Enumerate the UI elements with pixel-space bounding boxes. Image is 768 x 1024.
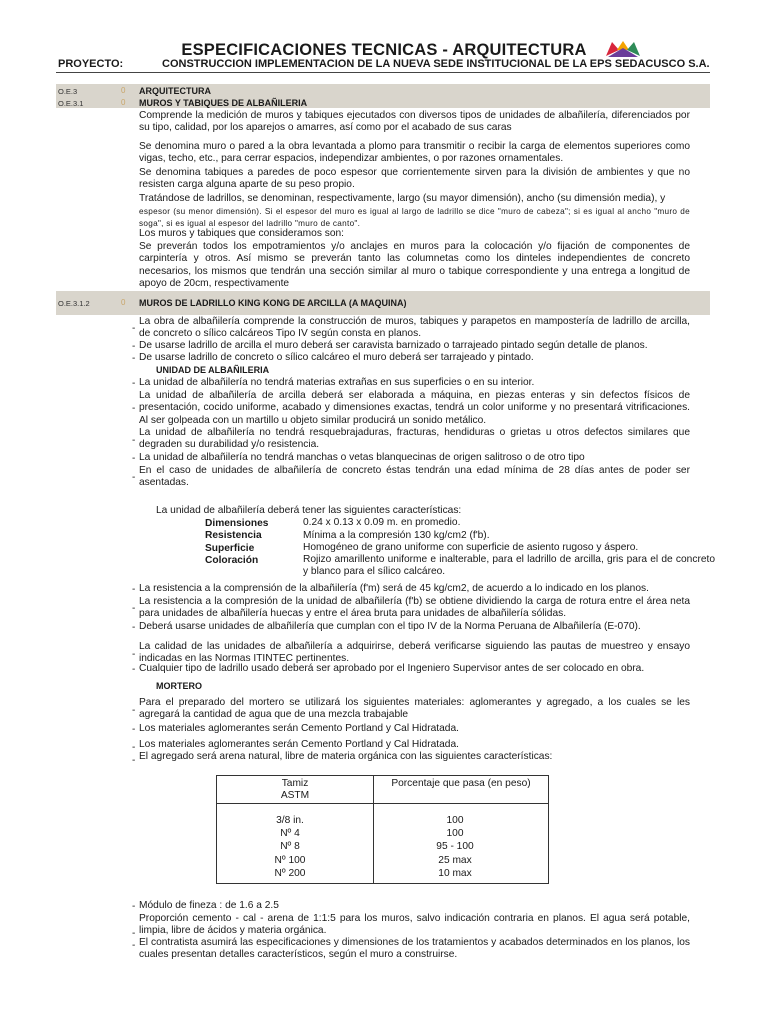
- passing-percent: 100: [446, 815, 464, 826]
- section-code: O.E.3: [58, 87, 78, 96]
- list-item: La unidad de albañilería no tendrá materias extrañas en sus superficies o en su interior.: [139, 377, 535, 388]
- list-item: La unidad de albañilería no tendrá resquebrajaduras, fracturas, hendiduras o grietas u otros defectos similares que degraden su durabilidad y/o resistencia.: [139, 427, 690, 451]
- list-dash: -: [132, 705, 136, 716]
- list-dash: -: [132, 724, 136, 735]
- list-dash: -: [132, 928, 136, 939]
- page-title: ESPECIFICACIONES TECNICAS - ARQUITECTURA: [181, 41, 587, 59]
- list-dash: -: [132, 453, 136, 464]
- passing-percent: 25 max: [438, 854, 472, 866]
- column-header: ASTM: [280, 790, 310, 801]
- list-item: La unidad de albañilería no tendrá manchas o vetas blanquecinas de origen salitroso o de otro tipo: [139, 452, 585, 463]
- sieve-size: Nº 100: [274, 854, 306, 866]
- list-dash: -: [132, 435, 136, 446]
- sieve-size: Nº 4: [280, 828, 300, 840]
- list-dash: -: [132, 341, 136, 352]
- list-item: Los materiales aglomerantes serán Cemento Portland y Cal Hidratada.: [139, 723, 459, 734]
- intro-paragraph: Comprende la medición de muros y tabiques ejecutados con diversos tipos de unidades de albañilería, diferenciados por su tipo, calidad, por los aparejos o amarres, así como por el acabado de sus caras: [139, 110, 690, 134]
- column-header: Porcentaje que pasa (en peso): [374, 776, 549, 804]
- list-item: La unidad de albañilería de arcilla deberá ser elaborada a máquina, en piezas enteras y sin defectos físicos de presentación, cocido uniforme, acabado y dimensiones exactas, tendrá un color uniforme y no presentará vitrificaciones. Al ser golpeada con un martillo u objeto similar producirá un sonido metálico.: [139, 390, 690, 426]
- characteristic-value: Rojizo amarillento uniforme e inalterable, para el ladrillo de arcilla, gris para el de concreto y blanco para el sílico calcáreo.: [303, 554, 715, 578]
- header-divider: [56, 72, 710, 73]
- table-cell: [217, 804, 374, 884]
- section-title: MUROS DE LADRILLO KING KONG DE ARCILLA (A MAQUINA): [139, 298, 407, 308]
- list-item: Deberá usarse unidades de albañilería que cumplan con el tipo IV de la Norma Peruana de Albañilería (E-070).: [139, 621, 641, 632]
- list-item: Proporción cemento - cal - arena de 1:1:5 para los muros, salvo indicación contraria en planos. El agua será potable, limpia, libre de ácidos y materia orgánica.: [139, 913, 690, 937]
- list-dash: -: [132, 940, 136, 951]
- list-item: Los materiales aglomerantes serán Cemento Portland y Cal Hidratada.: [139, 739, 459, 750]
- intro-paragraph: Tratándose de ladrillos, se denominan, respectivamente, largo (su mayor dimensión), ancho (su dimensión media), y: [139, 193, 666, 204]
- list-item: El agregado será arena natural, libre de materia orgánica con las siguientes características:: [139, 751, 553, 762]
- sieve-size: 3/8 in.: [276, 815, 304, 826]
- intro-paragraph: Se denomina muro o pared a la obra levantada a plomo para transmitir o recibir la carga de elementos superiores como vigas, techo, etc., para cerrar espacios, independizar ambientes, o por razones ornamentales.: [139, 141, 690, 165]
- list-item: Cualquier tipo de ladrillo usado deberá ser aprobado por el Ingeniero Supervisor antes de ser colocado en obra.: [139, 663, 645, 674]
- list-item: Módulo de fineza : de 1.6 a 2.5: [139, 900, 279, 911]
- characteristics-intro: La unidad de albañilería deberá tener las siguientes características:: [156, 505, 462, 516]
- list-dash: -: [132, 323, 136, 334]
- list-dash: -: [132, 649, 136, 660]
- list-item: La resistencia a la compresión de la unidad de albañilería (f'b) se obtiene dividiendo la carga de rotura entre el área neta para unidades de albañilería huecas y entre el área bruta para unidades de albañilería sólidas.: [139, 596, 690, 620]
- list-dash: -: [132, 403, 136, 414]
- characteristic-label: Dimensiones: [205, 518, 269, 529]
- intro-paragraph: Los muros y tabiques que consideramos son:: [139, 228, 344, 239]
- table-header: [217, 776, 374, 804]
- intro-paragraph: Se preverán todos los empotramientos y/o anclajes en muros para la colocación y/o fijación de componentes de carpintería y otros. Así mismo se preverán tanto las columnetas como los dinteles independientes de concreto necesarios, los mismos que tendrán una sección similar al muro o tabique correspondiente y una entrega a longitud de apoyo de 20cm, respectivamente: [139, 241, 690, 290]
- section-bullet: 0: [121, 86, 126, 95]
- list-item: La resistencia a la comprensión de la albañilería (f'm) será de 45 kg/cm2, de acuerdo a lo indicado en los planos.: [139, 583, 649, 594]
- characteristic-value: 0.24 x 0.13 x 0.09 m. en promedio.: [303, 517, 461, 528]
- characteristic-value: Homogéneo de grano uniforme con superficie de asiento rugoso y áspero.: [303, 542, 639, 553]
- passing-percent: 100: [446, 828, 464, 840]
- subsection-heading: UNIDAD DE ALBAÑILERIA: [156, 365, 270, 375]
- list-item: Para el preparado del mortero se utilizará los siguientes materiales: aglomerantes y agregado, a los cuales se les agregará la cantidad de agua que de una mezcla trabajable: [139, 697, 690, 721]
- section-bullet: 0: [121, 98, 126, 107]
- list-dash: -: [132, 901, 136, 912]
- list-item: La obra de albañilería comprende la construcción de muros, tabiques y parapetos en mampostería de ladrillo de arcilla, de concreto o sílico calcáreos Tipo IV según consta en planos.: [139, 316, 690, 340]
- list-item: En el caso de unidades de albañilería de concreto éstas tendrán una edad mínima de 28 días antes de poder ser asentadas.: [139, 465, 690, 489]
- list-dash: -: [132, 472, 136, 483]
- section-title: MUROS Y TABIQUES DE ALBAÑILERIA: [139, 98, 308, 108]
- list-dash: -: [132, 353, 136, 364]
- list-item: El contratista asumirá las especificaciones y dimensiones de los tratamientos y acabados determinados en los planos, los cuales presentan detalles característicos, según el muro a construirse.: [139, 937, 690, 961]
- section-title: ARQUITECTURA: [139, 86, 211, 96]
- subsection-heading: MORTERO: [156, 681, 202, 691]
- section-bullet: 0: [121, 298, 126, 307]
- list-dash: -: [132, 584, 136, 595]
- list-item: La calidad de las unidades de albañilería a adquirirse, deberá verificarse siguiendo las pautas de muestreo y ensayo indicadas en las Normas ITINTEC pertinentes.: [139, 641, 690, 665]
- list-item: De usarse ladrillo de concreto o sílico calcáreo el muro deberá ser tarrajeado y pintado.: [139, 352, 534, 363]
- list-item: De usarse ladrillo de arcilla el muro deberá ser caravista barnizado o tarrajeado pintado según detalle de planos.: [139, 340, 648, 351]
- characteristic-value: Mínima a la compresión 130 kg/cm2 (f'b).: [303, 530, 490, 541]
- list-dash: -: [132, 622, 136, 633]
- sieve-size: Nº 8: [280, 841, 300, 853]
- section-code: O.E.3.1.2: [58, 299, 90, 308]
- list-dash: -: [132, 378, 136, 389]
- project-label: PROYECTO:: [58, 58, 124, 70]
- section-code: O.E.3.1: [58, 99, 84, 108]
- project-name: CONSTRUCCION IMPLEMENTACION DE LA NUEVA SEDE INSTITUCIONAL DE LA EPS SEDACUSCO S.A.: [162, 58, 710, 70]
- column-header: Tamiz: [281, 778, 309, 789]
- passing-percent: 95 - 100: [436, 841, 474, 853]
- characteristic-label: Resistencia: [205, 530, 262, 541]
- list-dash: -: [132, 664, 136, 675]
- table-cell: [374, 804, 549, 884]
- list-dash: -: [132, 603, 136, 614]
- passing-percent: 10 max: [438, 867, 472, 879]
- intro-paragraph: espesor (su menor dimensión). Si el espesor del muro es igual al largo de ladrillo se dice "muro de cabeza"; si es igual al ancho "muro de soga", si es igual al espesor del ladrillo "muro de canto".: [139, 207, 690, 228]
- company-logo: [602, 38, 644, 60]
- sieve-size: Nº 200: [274, 867, 306, 879]
- characteristic-label: Coloración: [205, 555, 259, 566]
- intro-paragraph: Se denomina tabiques a paredes de poco espesor que corrientemente sirven para la división de ambientes y que no resisten carga alguna aparte de su peso propio.: [139, 167, 690, 191]
- list-dash: -: [132, 742, 136, 753]
- characteristic-label: Superficie: [205, 543, 255, 554]
- sieve-table: [216, 775, 549, 884]
- list-dash: -: [132, 755, 136, 766]
